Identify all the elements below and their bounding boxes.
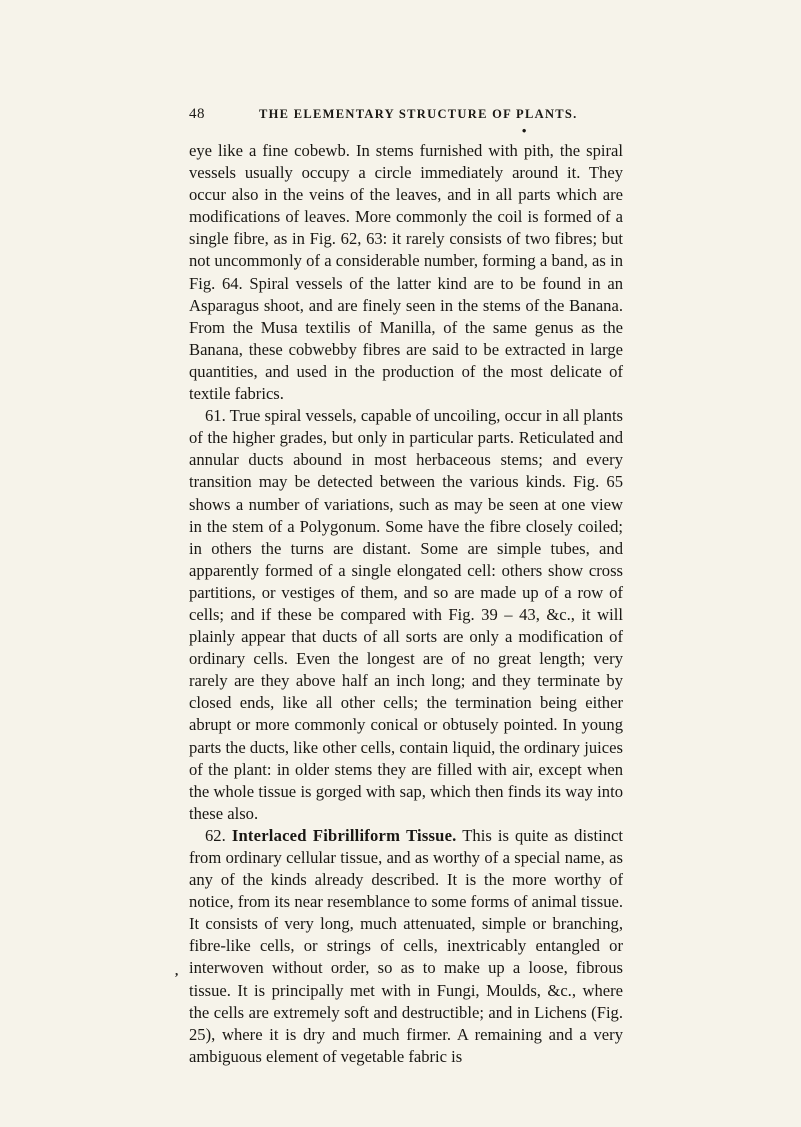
paragraph-number: 62. — [205, 825, 226, 845]
paragraph-continued — [189, 140, 623, 405]
body-text — [189, 140, 623, 1068]
ink-mark: , — [175, 963, 179, 978]
paragraph-62 — [189, 825, 623, 1068]
ink-mark: • — [519, 122, 529, 139]
paragraph-text: eye like a fine cobewb. In stems furnished with pith, the spiral vessels usually occupy a circle immediately around it. They occur also in the veins of the leaves, and in all parts which are modifications of leaves. More commonly the coil is formed of a single fibre, as in Fig. 62, 63: it rarely consists of two fibres; but not uncommonly of a considerable number, forming a band, as in Fig. 64. Spiral vessels of the latter kind are to be found in an Asparagus shoot, and are finely seen in the stems of the Banana. From the Musa textilis of Manilla, of the same genus as the Banana, these cobwebby fibres are said to be extracted in large quantities, and used in the production of the most delicate of textile fabrics. — [189, 141, 623, 404]
section-title: Interlaced Fibrilliform Tissue. — [231, 825, 457, 845]
paragraph-number: 61. — [205, 406, 226, 426]
paragraph-61 — [189, 405, 623, 825]
running-head: THE ELEMENTARY STRUCTURE OF PLANTS. — [259, 107, 578, 121]
page-number: 48 — [189, 106, 205, 122]
page-header — [189, 106, 624, 126]
paragraph-text: This is quite as distinct from ordinary cellular tissue, and as worthy of a special name, as any of the kinds already described. It is the more worthy of notice, from its near resemblance to some forms of animal tissue. It consists of very long, much attenuated, simple or branching, fibre-like cells, or strings of cells, inextricably entangled or interwoven without order, so as to make up a loose, fibrous tissue. It is principally met with in Fungi, Moulds, &c., where the cells are extremely soft and destructible; and in Lichens (Fig. 25), where it is dry and much firmer. A remaining and a very ambiguous element of vegetable fabric is — [189, 825, 623, 1066]
paragraph-text: True spiral vessels, capable of uncoiling, occur in all plants of the higher grades, but only in particular parts. Reticulated and annular ducts abound in most herbaceous stems; and every transition may be detected between the various kinds. Fig. 65 shows a number of variations, such as may be seen at one view in the stem of a Polygonum. Some have the fibre closely coiled; in others the turns are distant. Some are simple tubes, and apparently formed of a single elongated cell: others show cross partitions, or vestiges of them, and so are made up of a row of cells; and if these be compared with Fig. 39 – 43, &c., it will plainly appear that ducts of all sorts are only a modification of ordinary cells. Even the longest are of no great length; very rarely are they above half an inch long; and they terminate by closed ends, like all other cells; the termination being either abrupt or more commonly conical or obtusely pointed. In young parts the ducts, like other cells, contain liquid, the ordinary juices of the plant: in older stems they are filled with air, except when the whole tissue is gorged with sap, which then finds its way into these also. — [189, 406, 624, 823]
